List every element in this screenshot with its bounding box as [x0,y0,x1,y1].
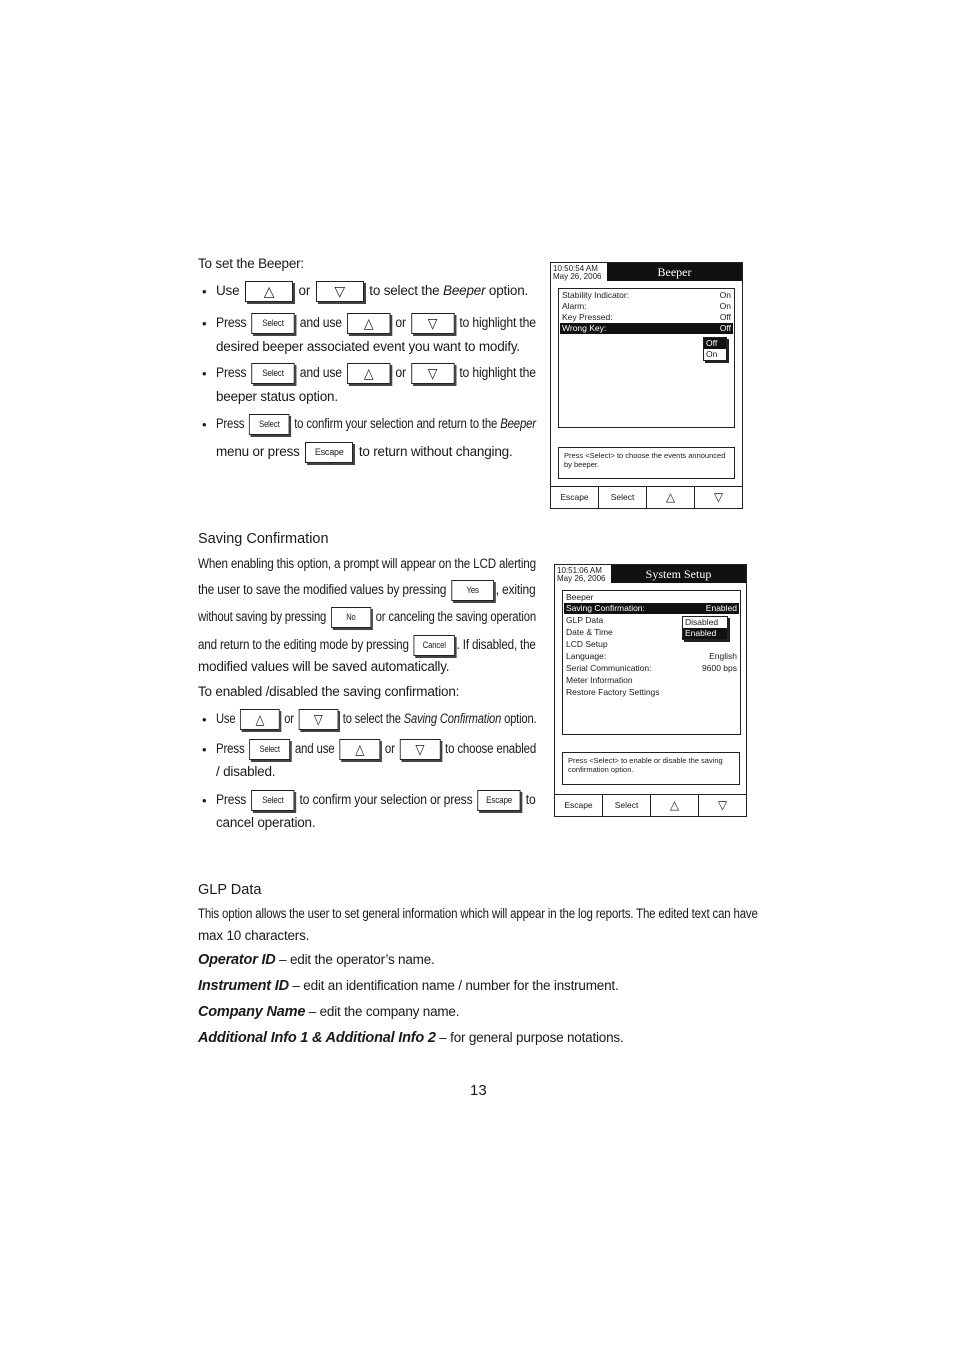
step-text: to [525,792,536,808]
bullet: • [202,742,207,757]
beeper-step-3 [216,363,536,384]
step-text: to confirm your selection and return to the [294,416,501,432]
step-text: option. [501,711,537,727]
lcd-beeper-screen [550,262,743,509]
glp-desc: – edit an identification name / number for the instrument. [288,978,619,993]
bullet: • [202,316,207,331]
step-text: to select the [369,283,444,299]
para-text: the user to save the modified values by pressing [198,582,447,598]
lcd-menu-row [564,675,739,686]
softkey-escape[interactable]: Escape [551,487,599,508]
lcd-date: May 26, 2006 [553,272,602,281]
popup-option-selected: Enabled [683,628,727,639]
para-text: , exiting [495,582,536,598]
row-value: Off [719,323,731,333]
lcd-clock [557,567,605,583]
row-label: GLP Data [566,615,604,625]
lcd-menu-row [560,290,733,301]
step-text: to select the [342,711,404,727]
step-text: and use [299,365,342,381]
popup-option: Disabled [685,617,719,627]
glp-item-operator-id [198,952,435,968]
step-text: and use [299,315,342,331]
row-value: Enabled [705,603,737,613]
saving-paragraph-line [198,635,536,656]
row-label: Restore Factory Settings [566,687,660,697]
beeper-intro: To set the Beeper: [198,256,304,271]
beeper-step-4 [216,414,536,435]
step-text: Press [216,792,247,808]
up-arrow-key-icon: △ [240,709,280,730]
step-text: or [384,741,395,757]
row-value: On [719,301,731,311]
glp-item-additional-info [198,1030,624,1046]
cancel-key-icon: Cancel [414,635,455,656]
popup-option-selected: Off [704,338,726,349]
row-label: Alarm: [562,301,587,311]
glp-item-instrument-id [198,978,619,994]
select-key-icon: Select [249,739,290,760]
bullet: • [202,712,207,727]
glp-term: Operator ID [198,952,276,968]
lcd-time: 10:51:06 AM [557,566,602,575]
lcd-menu-row-selected [564,603,739,614]
yes-key-icon: Yes [451,580,494,601]
glp-desc: – edit the company name. [305,1004,460,1019]
lcd-time: 10:50:54 AM [553,264,598,273]
lcd-help-text: Press <Select> to choose the events announced by beeper. [558,447,735,479]
no-key-icon: No [331,607,371,628]
glp-desc: – edit the operator’s name. [275,952,435,967]
down-arrow-key-icon: ▽ [298,709,338,730]
lcd-menu-row [564,687,739,698]
up-arrow-key-icon: △ [245,281,293,302]
softkey-escape[interactable]: Escape [555,795,603,816]
up-arrow-key-icon: △ [339,739,380,760]
step-text: Press [216,365,247,381]
lcd-title: Beeper [607,263,742,281]
step-text: or [284,711,294,727]
row-label: Wrong Key: [562,323,607,333]
lcd-softkeys [555,794,746,816]
lcd-option-popup [703,337,727,361]
step-text: Press [216,315,247,331]
beeper-step-4-line2 [216,442,513,463]
lcd-menu-row [560,312,733,323]
lcd-menu-row [564,663,739,674]
glp-paragraph-line: max 10 characters. [198,928,310,943]
glp-term: Instrument ID [198,978,289,994]
step-text: and use [294,741,335,757]
para-text: and return to the editing mode by pressing [198,637,409,653]
beeper-step-1 [216,281,528,302]
softkey-select[interactable]: Select [599,487,647,508]
lcd-menu-list [558,288,735,428]
step-text: to choose enabled [445,741,537,757]
lcd-menu-list [562,590,741,735]
saving-paragraph-line: When enabling this option, a prompt will appear on the LCD alerting [198,556,536,571]
lcd-softkeys [551,486,742,508]
step-text: or [395,365,406,381]
row-value: On [719,290,731,300]
step-text: Use [216,283,240,299]
lcd-help-text: Press <Select> to enable or disable the saving confirmation option. [562,752,740,785]
down-arrow-key-icon: ▽ [411,363,454,384]
row-label: LCD Setup [566,639,608,649]
step-emphasis: Beeper [500,416,536,432]
down-arrow-key-icon: ▽ [399,739,440,760]
saving-step-1 [216,709,536,730]
up-arrow-key-icon: △ [347,313,390,334]
row-value: Off [719,312,731,322]
softkey-up-icon[interactable]: △ [647,487,695,508]
lcd-menu-row [560,301,733,312]
beeper-step-3-line2: beeper status option. [216,389,338,404]
step-text: to highlight the [459,315,536,331]
bullet: • [202,284,207,299]
step-text: or [298,283,311,299]
glp-term: Company Name [198,1004,306,1020]
step-text: to return without changing. [358,444,513,460]
saving-step-2 [216,739,536,760]
glp-desc: – for general purpose notations. [435,1030,624,1045]
bullet: • [202,366,207,381]
glp-item-company-name [198,1004,459,1020]
step-text: menu or press [216,444,300,460]
para-text: or canceling the saving operation [375,609,536,625]
row-label: Meter Information [566,675,633,685]
row-label: Saving Confirmation: [566,603,645,613]
lcd-menu-row-selected [560,323,733,334]
row-label: Serial Communication: [566,663,652,673]
glp-term: Additional Info 1 & Additional Info 2 [198,1030,436,1046]
step-text: or [395,315,406,331]
saving-confirmation-heading: Saving Confirmation [198,531,329,547]
bullet: • [202,793,207,808]
select-key-icon: Select [251,790,294,811]
page-number: 13 [470,1082,487,1099]
lcd-clock [553,265,601,281]
para-text: . If disabled, the [456,637,536,653]
step-text: option. [485,283,529,299]
step-emphasis: Beeper [443,283,486,299]
saving-step-3-line2: cancel operation. [216,815,316,830]
saving-paragraph-line: modified values will be saved automatically. [198,659,450,674]
step-text: Press [216,416,245,432]
bullet: • [202,417,207,432]
lcd-menu-row [564,592,739,603]
select-key-icon: Select [251,313,294,334]
softkey-up-icon[interactable]: △ [651,795,699,816]
lcd-system-setup-screen [554,564,747,817]
glp-data-heading: GLP Data [198,882,262,898]
step-text: Press [216,741,245,757]
lcd-menu-row [564,651,739,662]
lcd-date: May 26, 2006 [557,574,606,583]
step-text: Use [216,711,236,727]
row-value: 9600 bps [702,663,737,673]
up-arrow-key-icon: △ [347,363,390,384]
row-label: Date & Time [566,627,613,637]
down-arrow-key-icon: ▽ [316,281,364,302]
select-key-icon: Select [249,414,290,435]
step-text: to highlight the [459,365,536,381]
saving-paragraph-line [198,607,536,628]
escape-key-icon: Escape [478,790,521,811]
saving-paragraph-line [198,580,535,601]
escape-key-icon: Escape [305,442,353,463]
row-label: Stability Indicator: [562,290,630,300]
step-text: to confirm your selection or press [299,792,473,808]
softkey-down-icon[interactable]: ▽ [717,798,728,812]
lcd-title: System Setup [611,565,746,583]
popup-option: On [706,349,718,359]
saving-step-3 [216,790,536,811]
saving-paragraph-line: To enabled /disabled the saving confirmation: [198,684,460,699]
lcd-option-popup [682,616,728,640]
beeper-step-2-line2: desired beeper associated event you want to modify. [216,339,520,354]
select-key-icon: Select [251,363,294,384]
glp-paragraph-line: This option allows the user to set general information which will appear in the log reports. The edited text can have [198,906,758,921]
step-emphasis: Saving Confirmation [403,711,502,727]
row-label: Beeper [566,592,594,602]
down-arrow-key-icon: ▽ [411,313,454,334]
row-label: Language: [566,651,607,661]
softkey-down-icon[interactable]: ▽ [713,490,724,504]
row-value: English [709,651,737,661]
softkey-select[interactable]: Select [603,795,651,816]
para-text: without saving by pressing [198,609,327,625]
row-label: Key Pressed: [562,312,613,322]
beeper-step-2 [216,313,536,334]
lcd-menu-row [564,639,739,650]
saving-step-2-line2: / disabled. [216,764,276,779]
